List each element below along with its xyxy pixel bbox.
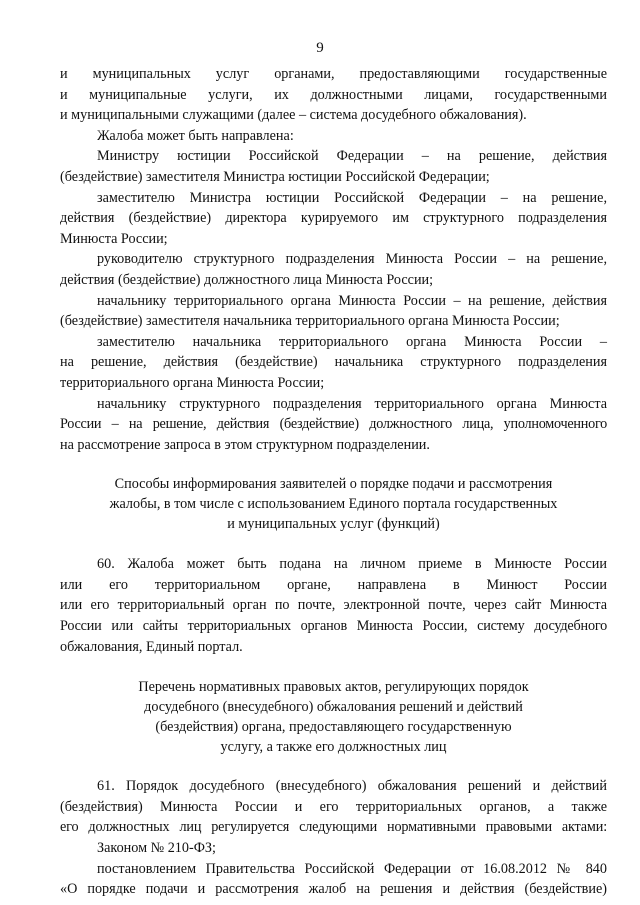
text-line: на решение, действия (бездействие) начальника структурного подразделения (60, 354, 607, 371)
paragraph (60, 394, 607, 456)
paragraph: Законом № 210-ФЗ; (97, 840, 216, 857)
text-line: России – на решение, действия (бездействие) должностного лица, уполномоченного (60, 416, 607, 433)
text-line: или его территориальный орган по почте, электронной почте, через сайт Минюста (60, 597, 607, 614)
text-line: начальнику территориального органа Минюста России – на решение, действия (97, 292, 607, 309)
text-line: начальнику структурного подразделения территориального органа Минюста (97, 395, 607, 412)
paragraph (60, 859, 607, 900)
text-line: руководителю структурного подразделения Минюста России – на решение, (97, 251, 607, 268)
text-line: (бездействия) Минюста России и его территориальных органов, а также (60, 798, 607, 815)
text-line: Министру юстиции Российской Федерации – на решение, действия (97, 148, 607, 165)
text-line: Минюста России; (60, 230, 168, 247)
text-line: (бездействие) заместителя начальника территориального органа Минюста России; (60, 313, 560, 330)
paragraph (60, 291, 607, 332)
text-line: заместителю Министра юстиции Российской Федерации – на решение, (97, 189, 607, 206)
text-line: территориального органа Минюста России; (60, 374, 325, 391)
text-line: на рассмотрение запроса в этом структурном подразделении. (60, 436, 430, 453)
heading-line: и муниципальных услуг (функций) (227, 516, 440, 533)
text-line: «О порядке подачи и рассмотрения жалоб на решения и действия (бездействие) (60, 881, 607, 898)
heading-line: Способы информирования заявителей о порядке подачи и рассмотрения (114, 476, 553, 493)
heading-line: Перечень нормативных правовых актов, регулирующих порядок (138, 679, 529, 696)
text-line: действия (бездействие) директора курируемого им структурного подразделения (60, 210, 607, 227)
text-line: и муниципальные услуги, их должностными лицами, государственными (60, 86, 607, 103)
section-heading (60, 474, 607, 534)
text-line: его должностных лиц регулируется следующими нормативными правовыми актами: (60, 819, 607, 836)
text-line: и муниципальных услуг органами, предоставляющими государственные (60, 66, 607, 82)
section-heading (60, 677, 607, 757)
text-line: 61. Порядок досудебного (внесудебного) обжалования решений и действий (97, 778, 607, 795)
text-line: (бездействие) заместителя Министра юстиции Российской Федерации; (60, 168, 490, 185)
text-line: действия (бездействие) должностного лица Минюста России; (60, 271, 434, 288)
paragraph (60, 776, 607, 838)
text-line: или его территориальном органе, направлена в Минюст России (60, 576, 607, 593)
heading-line: (бездействия) органа, предоставляющего государственную (155, 719, 512, 736)
heading-line: досудебного (внесудебного) обжалования решений и действий (144, 699, 523, 716)
text-line: постановлением Правительства Российской Федерации от 16.08.2012 № 840 (97, 860, 607, 877)
text-line: заместителю начальника территориального органа Минюста России – (97, 333, 607, 350)
text-line: обжалования, Единый портал. (60, 638, 243, 655)
paragraph (60, 64, 607, 126)
document-body (60, 64, 607, 900)
heading-line: услугу, а также его должностных лиц (220, 739, 447, 756)
paragraph (60, 249, 607, 290)
text-line: и муниципальными служащими (далее – система досудебного обжалования). (60, 107, 527, 124)
paragraph (60, 332, 607, 394)
paragraph: Жалоба может быть направлена: (97, 127, 294, 144)
paragraph (60, 146, 607, 187)
paragraph (60, 554, 607, 657)
text-line: 60. Жалоба может быть подана на личном приеме в Минюсте России (97, 556, 607, 573)
text-line: России или сайты территориальных органов Минюста России, систему досудебного (60, 618, 607, 635)
paragraph (60, 188, 607, 250)
page-number: 9 (316, 40, 324, 56)
heading-line: жалобы, в том числе с использованием Единого портала государственных (109, 496, 558, 513)
